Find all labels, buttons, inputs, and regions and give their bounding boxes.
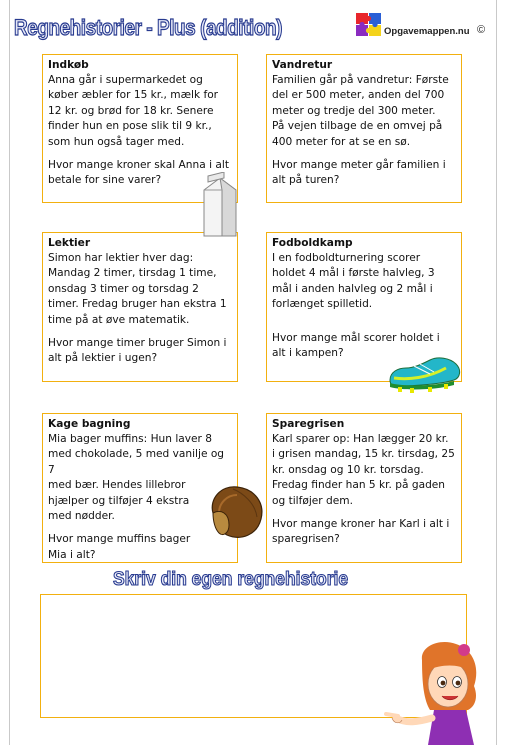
card-body: I en fodboldturnering scorer holdet 4 mål i første halvleg, 3 mål i anden halvleg og 2 mål i forlænget spilletid.: [272, 252, 435, 311]
brand-name[interactable]: Opgavemappen.nu: [384, 26, 470, 37]
story-card-lektier: [42, 232, 238, 382]
football-boot-icon: [384, 354, 464, 394]
card-title: Indkøb: [48, 59, 89, 71]
card-question: Hvor mange kroner skal Anna i alt betale for sine varer?: [48, 159, 229, 187]
page-edge-right: [496, 0, 497, 745]
write-your-own-heading: Skriv din egen regnehistorie: [113, 569, 349, 590]
story-card-sparegrisen: [266, 413, 462, 563]
brand-logo[interactable]: [355, 12, 495, 38]
card-question: Hvor mange timer bruger Simon i alt på lektier i ugen?: [48, 337, 227, 365]
hazelnut-icon: [207, 483, 267, 541]
card-title: Lektier: [48, 237, 91, 249]
card-title: Fodboldkamp: [272, 237, 353, 249]
card-body: Anna går i supermarkedet og køber æbler for 15 kr., mælk for 12 kr. og brød for 18 kr. Senere finder hun en pose slik til 9 kr., som hun også tager med.: [48, 74, 219, 148]
worksheet-title: Regnehistorier - Plus (addition): [14, 15, 282, 40]
puzzle-logo-icon: [355, 12, 383, 38]
page-edge-left: [9, 0, 10, 745]
card-title: Kage bagning: [48, 418, 131, 430]
card-question: Hvor mange mål scorer holdet i alt i kampen?: [272, 331, 440, 360]
card-body: Simon har lektier hver dag: Mandag 2 timer, tirsdag 1 time, onsdag 3 timer og torsdag 2 timer. Fredag bruger han ekstra 1 time på at øve matematik.: [48, 252, 227, 326]
card-body: Familien går på vandretur: Første del er 500 meter, anden del 700 meter og tredje del 300 meter. På vejen tilbage de en omvej på 400 meter for at se en sø.: [272, 74, 449, 148]
card-title: Vandretur: [272, 59, 333, 71]
card-body: Karl sparer op: Han lægger 20 kr. i grisen mandag, 15 kr. tirsdag, 25 kr. onsdag og 10 kr. torsdag. Fredag finder han 5 kr. på gaden og tilføjer dem.: [272, 433, 455, 507]
card-body: Mia bager muffins: Hun laver 8 med chokolade, 5 med vanilje og 7 med bær. Hendes lillebror hjælper og tilføjer 4 ekstra med nødder.: [48, 433, 225, 523]
copyright-mark: ©: [477, 24, 486, 36]
girl-pointing-icon: [382, 640, 492, 745]
card-question: Hvor mange meter går familien i alt på turen?: [272, 159, 446, 187]
card-question: Hvor mange muffins bager Mia i alt?: [48, 533, 191, 561]
card-question: Hvor mange kroner har Karl i alt i sparegrisen?: [272, 518, 450, 546]
card-title: Sparegrisen: [272, 418, 345, 430]
story-card-vandretur: [266, 54, 462, 203]
milk-carton-icon: [200, 172, 240, 240]
